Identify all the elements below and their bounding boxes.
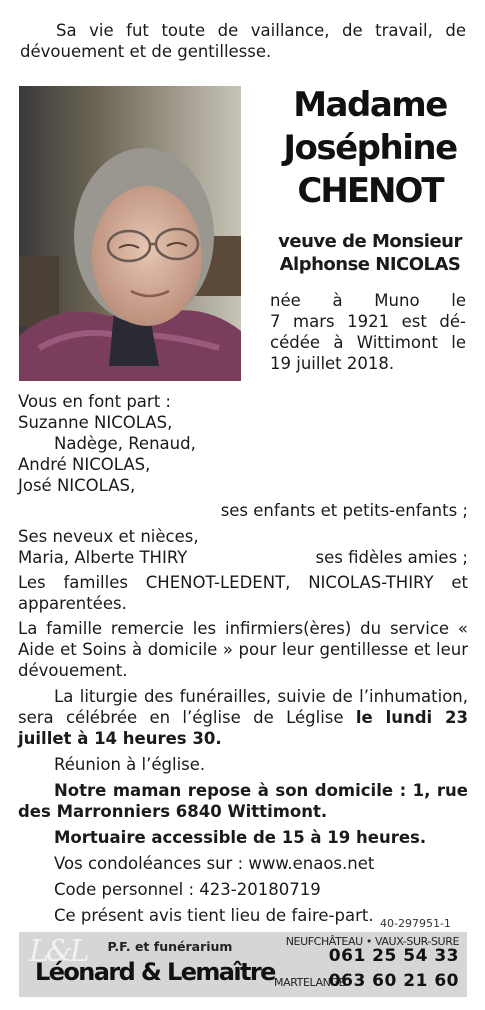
liturgy-text: La liturgie des funérailles, suivie de l’inhumation, sera célébrée en l’église de Léglise	[18, 687, 468, 727]
phone-2: 063 60 21 60	[328, 971, 459, 991]
announce-heading: Vous en font part :	[18, 392, 171, 411]
birth-line-2: 7 mars 1921 est dé-	[270, 312, 466, 331]
friends-row	[18, 547, 468, 568]
birth-death-info	[270, 290, 466, 374]
birth-line-4: 19 juillet 2018.	[270, 354, 395, 373]
city-line-2: MARTELANGE	[274, 976, 346, 989]
announcement	[18, 391, 468, 926]
friends-note: ses fidèles amies ;	[315, 548, 468, 567]
funeral-home-tagline: P.F. et funérarium	[107, 939, 233, 954]
deceased-first-name: Joséphine	[283, 128, 457, 168]
condolences: Vos condoléances sur : www.enaos.net	[54, 854, 375, 873]
families-line-2: apparentées.	[18, 594, 127, 613]
phone-1: 061 25 54 33	[328, 946, 459, 966]
deceased-name-block	[265, 84, 475, 213]
widow-of	[265, 230, 475, 276]
birth-line-1: née à Muno le	[270, 291, 466, 310]
intro-text: Sa vie fut toute de vaillance, de travail, de dévouement et de gentillesse.	[20, 21, 466, 61]
liturgy	[18, 686, 468, 749]
notice: Ce présent avis tient lieu de faire-part.	[54, 906, 374, 925]
widow-line-1: veuve de Monsieur	[278, 231, 462, 252]
personal-code: Code personnel : 423-20180719	[54, 880, 321, 899]
funeral-home-banner	[19, 932, 467, 997]
mortuary-hours: Mortuaire accessible de 15 à 19 heures.	[54, 828, 427, 847]
child-3: José NICOLAS,	[18, 476, 136, 495]
birth-line-3: cédée à Wittimont le	[270, 333, 466, 352]
rest-place: Notre maman repose à son domicile : 1, rue des Marronniers 6840 Wittimont.	[18, 781, 468, 821]
monogram-logo: L&L	[29, 934, 87, 969]
families-line-1: Les familles CHENOT-LEDENT, NICOLAS-THIRY et	[18, 573, 468, 592]
deceased-title: Madame	[293, 85, 447, 125]
friends-names: Maria, Alberte THIRY	[18, 548, 188, 567]
portrait-photo	[19, 86, 241, 381]
reference-number: 40-297951-1	[380, 917, 451, 930]
liturgy-date: le lundi 23 juillet à 14 heures 30.	[18, 708, 468, 748]
child-2: André NICOLAS,	[18, 455, 151, 474]
children-note: ses enfants et petits-enfants ;	[220, 501, 468, 520]
thanks: La famille remercie les infirmiers(ères) du service « Aide et Soins à domicile » pour leur gentillesse et leur dévouement.	[18, 619, 468, 680]
child-1: Suzanne NICOLAS,	[18, 413, 173, 432]
nephews: Ses neveux et nièces,	[18, 527, 199, 546]
portrait-illustration	[19, 86, 241, 381]
city-line-1: NEUFCHÂTEAU • VAUX-SUR-SURE	[285, 935, 459, 948]
widow-line-2: Alphonse NICOLAS	[279, 254, 461, 275]
deceased-last-name: CHENOT	[297, 171, 443, 211]
child-1-family: Nadège, Renaud,	[54, 434, 196, 453]
funeral-home-brand: Léonard & Lemaître	[35, 958, 275, 986]
meeting: Réunion à l’église.	[54, 755, 206, 774]
